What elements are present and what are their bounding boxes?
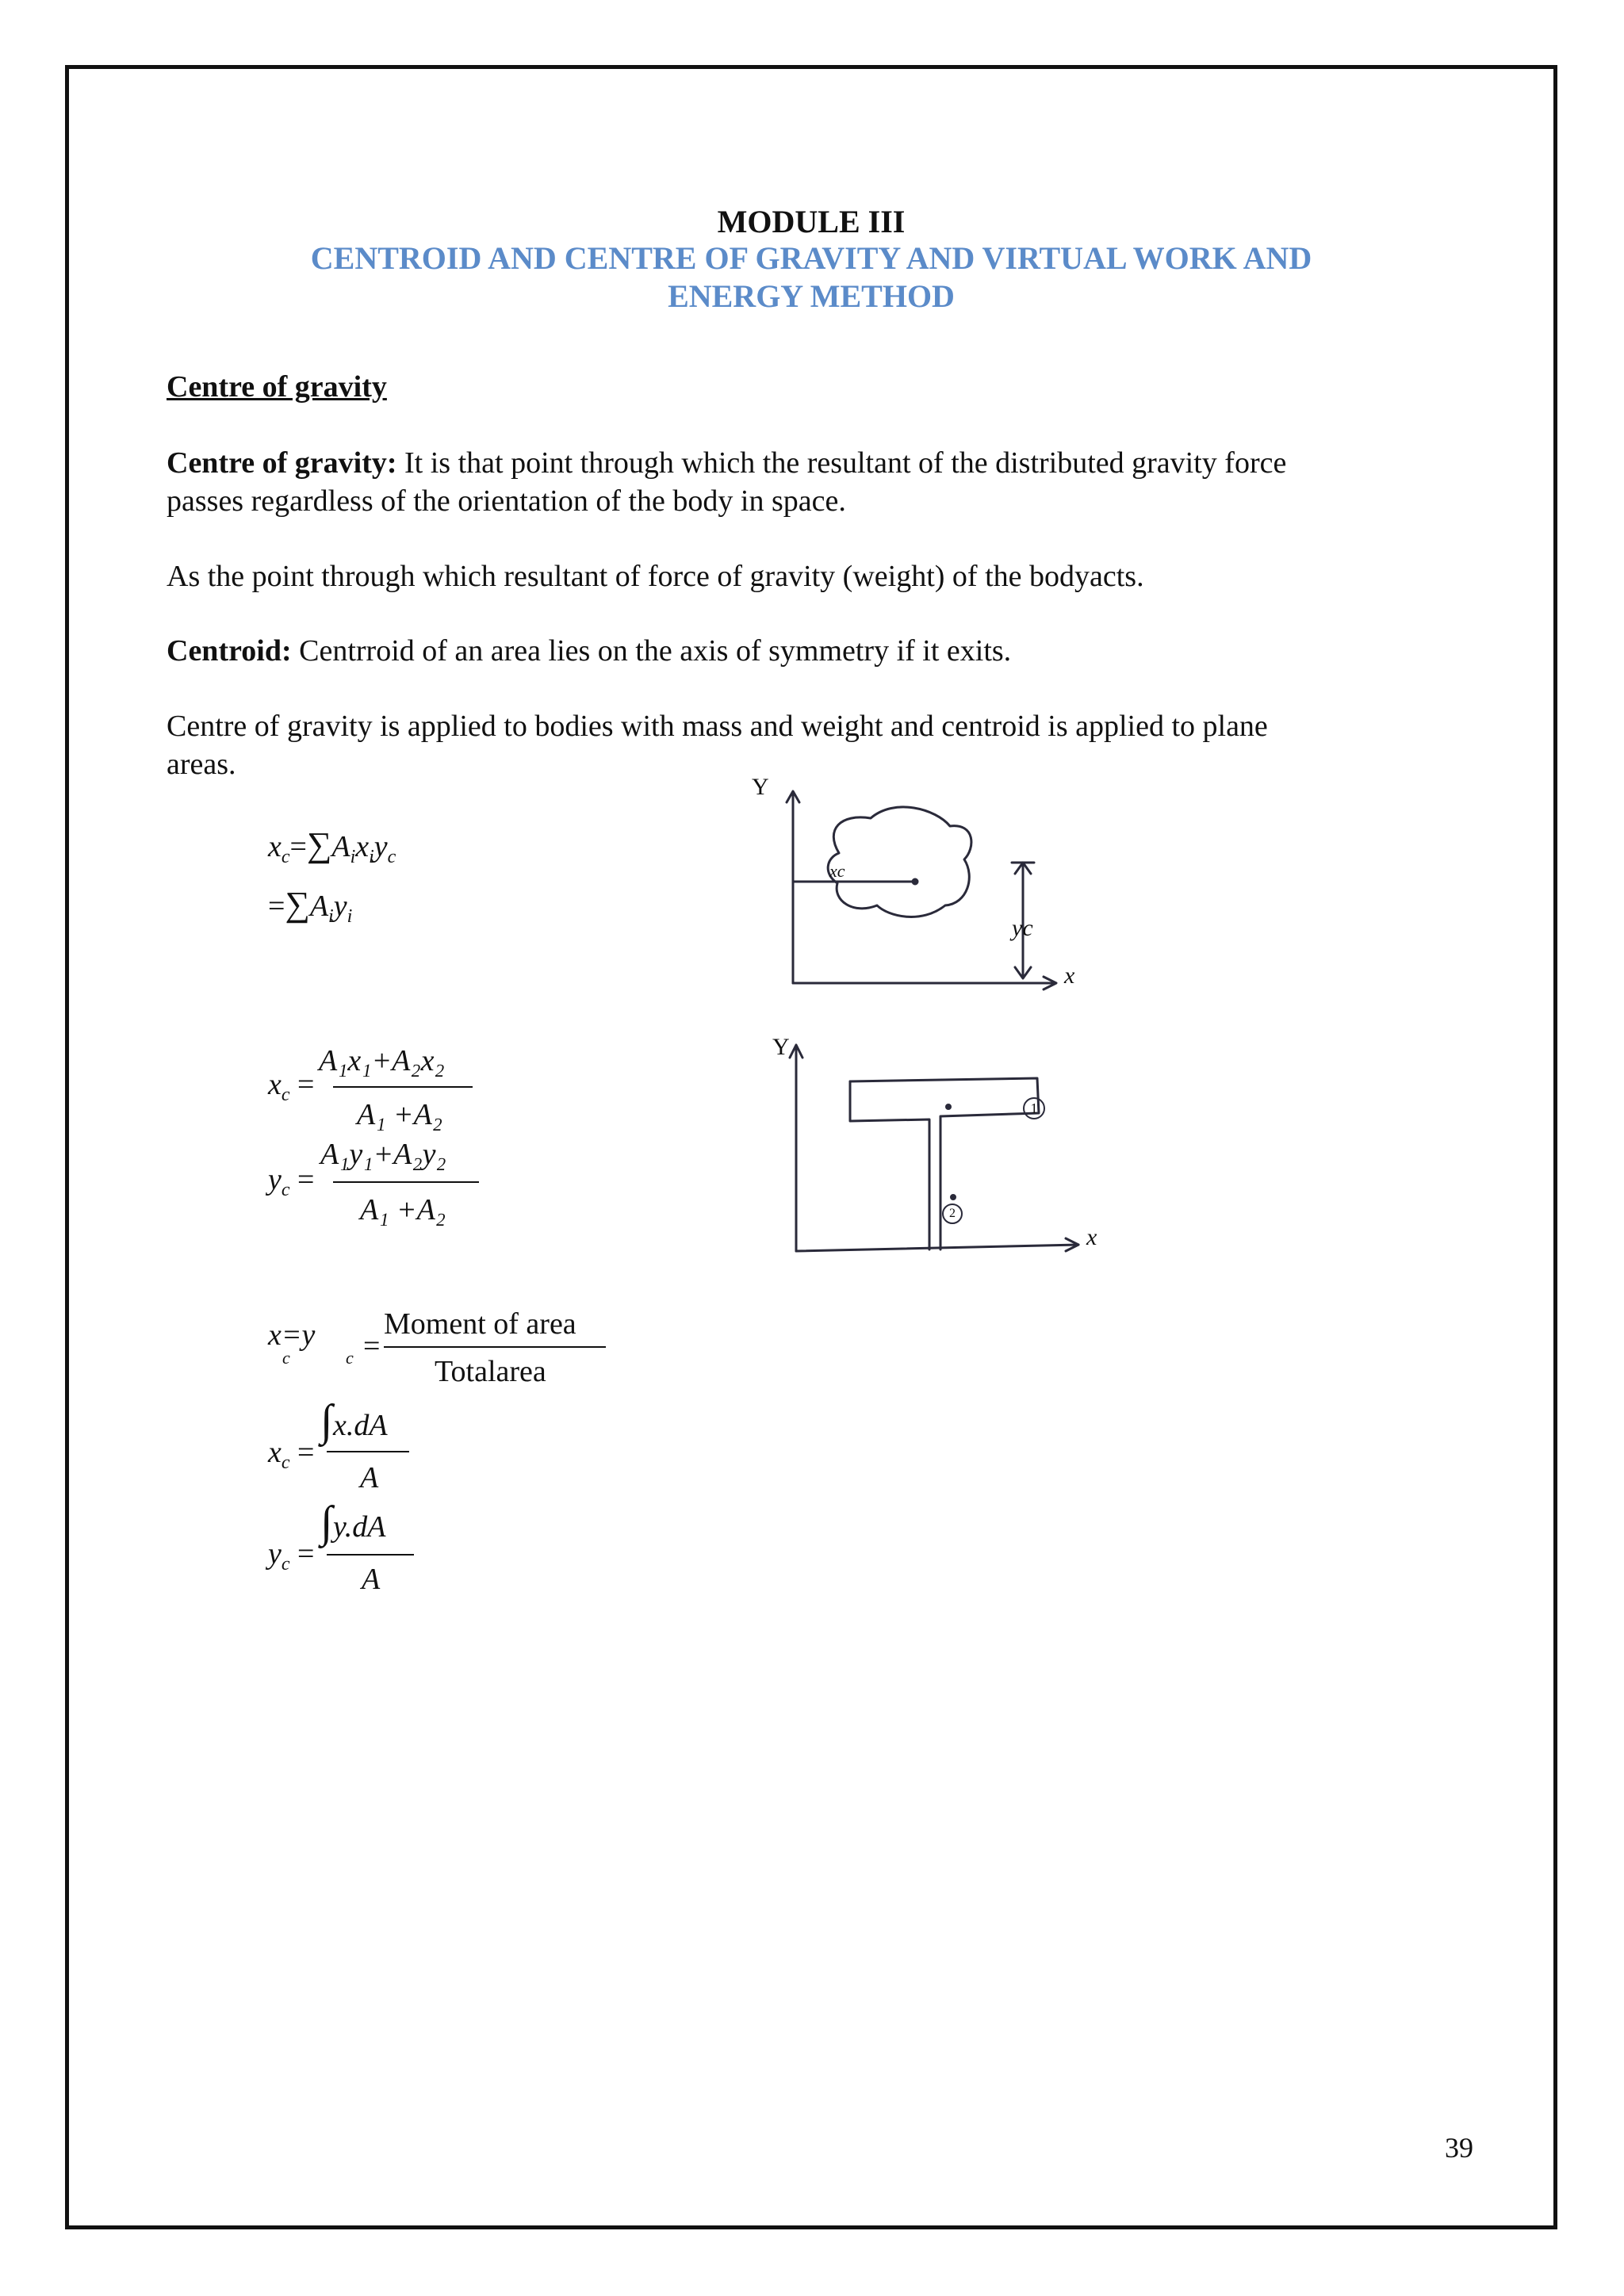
formula-integral-x-numerator: x.dA [333,1409,388,1442]
section-title: Centre of gravity [167,370,387,404]
centroid-sketch [737,769,1102,999]
sketch1-xc-label: xc [829,861,845,881]
formula-moment-numerator: Moment of area [384,1307,576,1341]
sketch2-y-axis-label: Y [772,1034,790,1060]
formula-moment-sub-1: c [282,1348,290,1368]
chapter-title-line-1: CENTROID AND CENTRE OF GRAVITY AND VIRTUAL WORK AND [310,240,1312,276]
paragraph-centre-of-gravity [167,444,1404,520]
chapter-title [65,239,1557,316]
page-number: 39 [1445,2132,1473,2164]
formula-xc-numerator: A₁x₁+A₂x₂ [319,1044,445,1077]
sketch2-x-axis-label: x [1086,1224,1097,1250]
part-1-marker: 1 [1023,1097,1045,1119]
formula-yc-numerator: A₁y₁+A₂y₂ [320,1138,446,1171]
paragraph-resultant: As the point through which resultant of force of gravity (weight) of the bodyacts. [167,560,1144,593]
definition-text: It is that point through which the resultant of the distributed gravity force [404,446,1287,480]
formula-xc-lhs: $x_c$ = [268,1068,315,1105]
formula-integral-y-denominator: A [362,1563,381,1596]
term-centre-of-gravity: Centre of gravity: [167,446,397,480]
centroid-text: Centrroid of an area lies on the axis of symmetry if it exits. [299,634,1012,668]
fraction-bar [384,1346,606,1348]
application-line-2: areas. [167,748,236,781]
formula-integral-y-numerator: y.dA [333,1510,386,1544]
formula-xc-denominator: A₁ +A₂ [357,1098,442,1131]
formula-moment-sub-2: c [346,1348,354,1368]
formula-integral-x-denominator: A [360,1461,379,1494]
sketch1-x-axis-label: x [1064,962,1075,989]
paragraph-centroid [167,632,1404,670]
formula-integral-y-lhs: $y_c$ = [268,1537,315,1575]
formula-moment-lhs: x=y [268,1318,316,1352]
fraction-bar [327,1451,409,1452]
formula-moment-eq: = [363,1330,381,1363]
formula-yc-lhs: $y_c$ = [268,1163,315,1200]
sketch1-yc-label: yc [1012,915,1033,941]
fraction-bar [333,1181,479,1183]
chapter-title-line-2: ENERGY METHOD [668,278,955,314]
integral-sign: ∫ [320,1396,333,1445]
part-2-marker: 2 [942,1203,963,1224]
fraction-bar [333,1086,473,1088]
module-label: MODULE III [717,204,906,239]
application-line-1: Centre of gravity is applied to bodies with mass and weight and centroid is applied to plane [167,710,1268,743]
definition-text-2: passes regardless of the orientation of the body in space. [167,484,846,518]
formula-sum-1: $x_c=\sum A_ix_iy_c$ [268,825,396,867]
integral-sign: ∫ [320,1498,333,1547]
sketch1-y-axis-label: Y [752,774,769,800]
fraction-bar [327,1554,414,1556]
term-centroid: Centroid: [167,634,292,668]
formula-moment-denominator: Totalarea [435,1355,546,1388]
formula-sum-2: $=\sum A_iy_i$ [268,885,353,927]
t-section-sketch [761,1031,1126,1269]
formula-yc-denominator: A₁ +A₂ [360,1193,446,1226]
formula-integral-x-lhs: $x_c$ = [268,1436,315,1473]
